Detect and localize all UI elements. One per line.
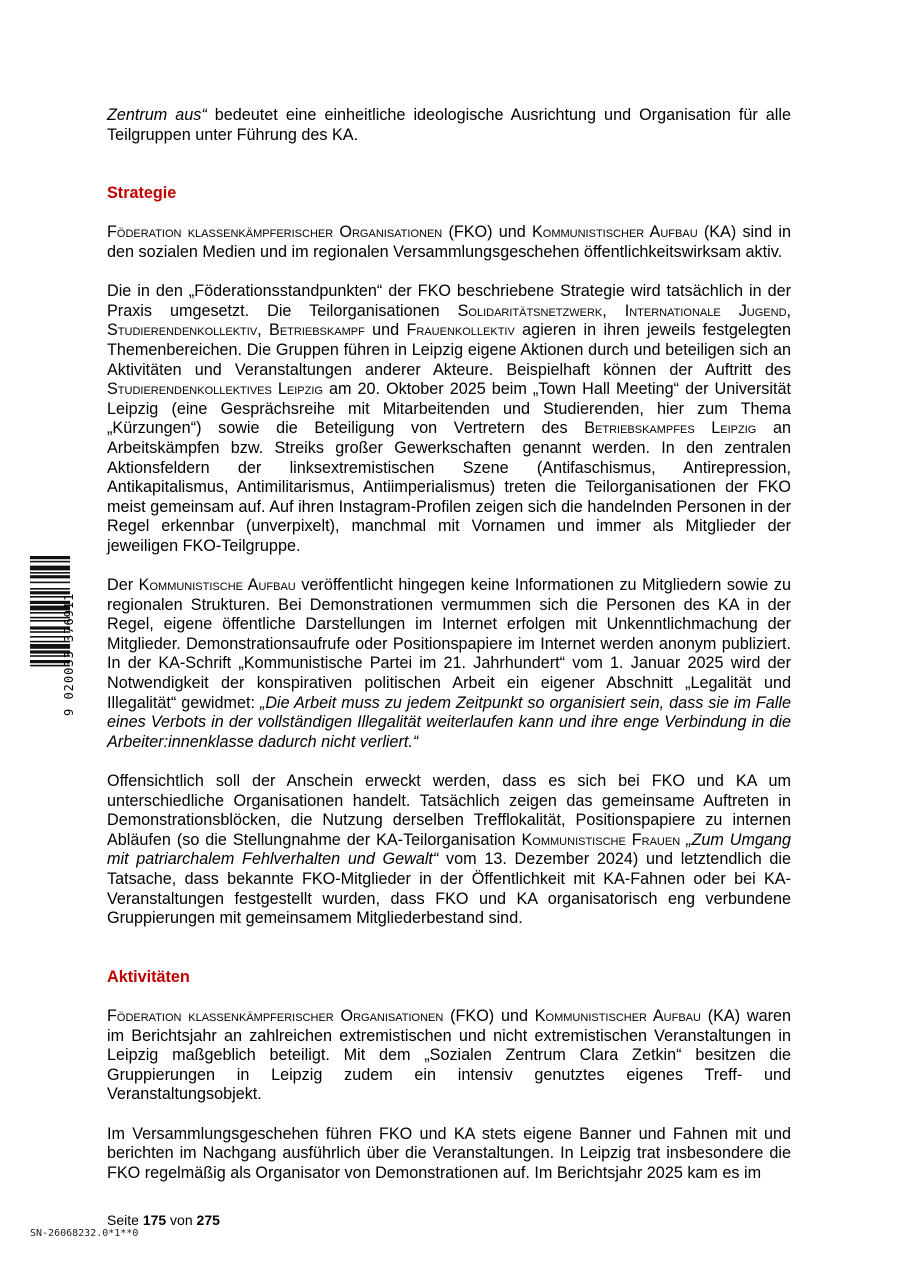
text-run: veröffentlicht hingegen keine Informationen zu Mitgliedern sowie zu regionalen Strukturen. Bei Demonstrationen vermummen sich die Personen des KA in der Regel, eigene öffentliche Darstellungen im Internet erfolgen mit Unkenntlichmachung der Mitglieder. Demonstrationsaufrufe oder Positionspapiere im Internet werden anonym publiziert. In der KA-Schrift „Kommunistische Partei im 21. Jahrhundert“ vom 1. Januar 2025 wird der Notwendigkeit der konspirativen politischen Arbeit ein eigener Abschnitt „Legalität und Illegalität“ gewidmet: <box>107 576 791 712</box>
text-run: , <box>786 301 792 320</box>
org-name-ka: Kommunistischer Aufbau <box>531 223 698 242</box>
text-run: Offensichtlich soll der Anschein erweckt werden, dass es sich bei FKO und KA um unterschiedliche Organisationen handelt. Tatsächlich zeigen das gemeinsame Auftreten in Demonstrationsblöcken, die Nutzung derselben Trefflokalität, Positionspapiere zu internen Abläufen (so die Stellungnahme der KA-Teilorganisation <box>107 772 791 849</box>
strategie-paragraph-4 <box>107 772 791 929</box>
heading-aktivitaeten: Aktivitäten <box>107 967 190 986</box>
intro-italic: Zentrum aus“ <box>107 106 207 124</box>
strategie-paragraph-3 <box>107 576 791 752</box>
intro-text: bedeutet eine einheitliche ideologische Ausrichtung und Organisation für alle Teilgruppen unter Führung des KA. <box>107 106 791 144</box>
heading-strategie: Strategie <box>107 184 177 203</box>
page-number: 175 <box>142 1212 167 1228</box>
text-run: agieren in ihren jeweils festgelegten Themenbereichen. Die Gruppen führen in Leipzig eigene Aktionen durch und beteiligen sich an Aktivitäten und Veranstaltungen anderer Akteure. Beispielhaft können der Auftritt des <box>107 321 791 379</box>
text-run: , <box>602 301 625 320</box>
strategie-paragraph-2 <box>107 282 791 556</box>
org-name: Frauenkollektiv <box>406 321 515 340</box>
text-run: Die in den „Föderationsstandpunkten“ der FKO beschriebene Strategie wird tatsächlich in der Praxis umgesetzt. Die Teilorganisationen <box>107 282 791 320</box>
text-run: vom 13. Dezember 2024) und letztendlich die Tatsache, dass bekannte FKO-Mitglieder in der Öffentlichkeit mit KA-Fahnen oder bei KA-Veranstaltungen festgestellt wurden, dass FKO und KA organisatorisch eng verbundene Gruppierungen mit gemeinsamem Mitgliederbestand sind. <box>107 850 792 928</box>
org-name-ka: Kommunistischer Aufbau <box>534 1006 701 1025</box>
page-footer <box>107 1212 220 1228</box>
text-run: (KA) sind in den sozialen Medien und im regionalen Versammlungsgeschehen öffentlichkeitswirksam aktiv. <box>107 223 791 261</box>
text-run: (FKO) und <box>443 1006 535 1025</box>
intro-paragraph <box>107 106 791 145</box>
text-run: (FKO) und <box>442 223 532 242</box>
text-run: an Arbeitskämpfen bzw. Streiks großer Gewerkschaften genannt werden. In den zentralen Aktionsfeldern der linksextremistischen Szene (Antifaschismus, Antirepression, Antikapitalismus, Antimilitarismus, Antiimperialismus) treten die Teilorganisationen der FKO meist gemeinsam auf. Auf ihren Instagram-Profilen zeigen sich die handelnden Personen in der Regel erkennbar (unverpixelt), manchmal mit Vornamen und immer als Mitglieder der jeweiligen FKO-Teilgruppe. <box>107 419 791 555</box>
quote: „Zum Umgang mit patriarchalem Fehlverhalten und Gewalt“ <box>107 830 791 869</box>
total-pages: 275 <box>196 1212 220 1228</box>
org-name: Internationale Jugend <box>624 301 787 320</box>
org-name: Betriebskampf <box>269 321 365 340</box>
org-name: Kommunistische Frauen <box>521 830 681 849</box>
text-run: (KA) waren im Berichtsjahr an zahlreichen extremistischen und nicht extremistischen Veranstaltungen in Leipzig maßgeblich beteiligt. Mit dem „Sozialen Zentrum Clara Zetkin“ besitzen die Gruppierungen in Leipzig zudem ein intensiv genutztes eigenes Treff- und Veranstaltungsobjekt. <box>107 1006 791 1104</box>
org-name: Studierendenkollektiv <box>107 321 258 340</box>
org-name-fko: Föderation klassenkämpferischer Organisationen <box>107 223 443 242</box>
aktivitaeten-paragraph-2: Im Versammlungsgeschehen führen FKO und KA stets eigene Banner und Fahnen mit und berichten im Nachgang ausführlich über die Veranstaltungen. In Leipzig trat insbesondere die FKO regelmäßig als Organisator von Demonstrationen auf. Im Berichtsjahr 2025 kam es im <box>107 1124 791 1182</box>
org-name: Solidaritätsnetzwerk <box>457 301 603 320</box>
text-run: Der <box>107 576 139 595</box>
document-body <box>107 106 791 1183</box>
org-name-fko: Föderation klassenkämpferischer Organisationen <box>107 1006 444 1025</box>
quote: „Die Arbeit muss zu jedem Zeitpunkt so organisiert sein, dass sie im Falle eines Verbots in der vollständigen Illegalität weiterlaufen kann und ihre enge Verbindung in die Arbeiter:innenklasse dadurch nicht verliert.“ <box>107 693 791 751</box>
barcode-number: 9 020033 376911 <box>62 592 76 716</box>
org-name: Betriebskampfes Leipzig <box>584 419 757 438</box>
document-reference: SN-26068232.0*1**0 <box>30 1228 139 1239</box>
strategie-paragraph-1 <box>107 223 791 262</box>
footer-prefix: Seite <box>107 1212 143 1228</box>
aktivitaeten-paragraph-1 <box>107 1007 791 1105</box>
footer-mid: von <box>166 1212 197 1228</box>
text-run: und <box>364 321 407 340</box>
org-name: Studierendenkollektives Leipzig <box>107 380 323 399</box>
text-run: am 20. Oktober 2025 beim „Town Hall Meeting“ der Universität Leipzig (eine Gesprächsreihe mit Mitarbeitenden und Studierenden, hier zum Thema „Kürzungen“) sowie die Beteiligung von Vertretern des <box>107 380 791 438</box>
org-name: Kommunistische Aufbau <box>138 576 296 595</box>
text-run: , <box>257 321 270 340</box>
